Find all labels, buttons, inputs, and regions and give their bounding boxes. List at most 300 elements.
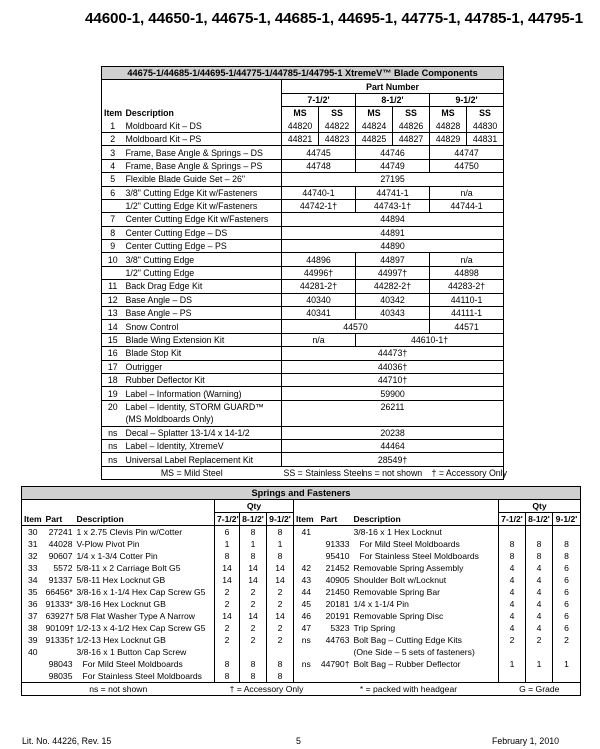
quantity: 14 (240, 562, 267, 574)
item-description: Label – Identity, XtremeV (124, 439, 282, 452)
page-number: 5 (296, 736, 301, 746)
item-description: Bolt Bag – Rubber Deflector (353, 659, 461, 669)
quantity: 4 (526, 610, 553, 622)
part-number: 21450 (325, 587, 350, 597)
item-description: Snow Control (124, 320, 282, 333)
item-number: ns (102, 439, 124, 452)
quantity: 8 (215, 670, 240, 683)
part-number: 44710† (282, 373, 504, 386)
quantity: 8 (553, 550, 581, 562)
item-number: 47 (294, 622, 319, 634)
size-header-9: 9-1/2' (430, 93, 504, 106)
quantity: 4 (499, 562, 526, 574)
part-number: 20191 (325, 611, 350, 621)
part-number: 44282-2† (356, 280, 430, 293)
part-number: 20181 (325, 599, 350, 609)
item-number: 39 (27, 635, 38, 645)
item-description: 3/8" Cutting Edge Kit w/Fasteners (124, 186, 282, 199)
part-number: 44740-1 (282, 186, 356, 199)
item-description: 5/8 Flat Washer Type A Narrow (76, 611, 195, 621)
table-row (22, 634, 581, 646)
legend-grade: G = Grade (499, 683, 581, 696)
part-number: 44749 (356, 159, 430, 172)
quantity: 14 (267, 574, 294, 586)
part-number: 44831 (467, 132, 504, 145)
item-description: Frame, Base Angle & Springs – DS (124, 146, 282, 159)
item-number: 34 (27, 575, 38, 585)
item-number: 46 (294, 610, 319, 622)
item-number: 16 (102, 347, 124, 360)
table-row (102, 173, 504, 186)
item-description: Moldboard Kit – DS (125, 120, 202, 131)
part-number: 59900 (282, 387, 504, 400)
item-description: Back Drag Edge Kit (124, 280, 282, 293)
part-number: 44826 (393, 120, 430, 133)
quantity: 8 (526, 538, 553, 550)
size-header-7: 7-1/2' (282, 93, 356, 106)
item-number: 42 (294, 562, 319, 574)
item-description: Label – Identity, STORM GUARD™ (124, 400, 282, 413)
part-number: 44790† (320, 659, 350, 669)
quantity: 6 (553, 598, 581, 610)
quantity: 8 (240, 526, 267, 539)
part-number: 40905 (325, 575, 350, 585)
quantity (499, 670, 526, 683)
item-description: 1/2" Cutting Edge Kit w/Fasteners (124, 199, 282, 212)
qty-header-right: Qty (499, 500, 581, 513)
part-number (319, 526, 352, 539)
item-description: Flexible Blade Guide Set – 26" (124, 173, 282, 186)
quantity: 1 (553, 658, 581, 670)
item-number: 14 (102, 320, 124, 333)
item-description: Center Cutting Edge – PS (124, 240, 282, 253)
col-item-header: Item (294, 513, 319, 526)
col-description-header: Description (352, 513, 499, 526)
item-description: Decal – Splatter 13-1/4 x 14-1/2 (124, 426, 282, 439)
table-row (102, 453, 504, 466)
quantity (526, 670, 553, 683)
part-number: 44283-2† (430, 280, 504, 293)
part-number: 44823 (319, 132, 356, 145)
item-number: 15 (102, 333, 124, 346)
item-description: Base Angle – PS (124, 307, 282, 320)
item-description: 3/8-16 Hex Locknut GB (76, 599, 166, 609)
ms-header: MS (282, 107, 319, 120)
part-number: n/a (430, 253, 504, 266)
legend-packed-with-headgear: * = packed with headgear (319, 683, 499, 696)
table-row (22, 562, 581, 574)
item-description: 3/8-16 x 1 Button Cap Screw (76, 647, 187, 657)
springs-table-footer (22, 683, 581, 696)
legend-accessory-only: † = Accessory Only (431, 467, 508, 478)
item-number: 41 (294, 526, 319, 539)
part-number: 5572 (53, 563, 73, 573)
item-number (102, 413, 124, 426)
quantity: 2 (240, 622, 267, 634)
part-number: 40341 (282, 307, 356, 320)
item-description: 3/8-16 x 1 Hex Locknut (353, 527, 442, 537)
part-number: 90607 (48, 551, 73, 561)
part-number: 28549† (282, 453, 504, 466)
item-description: 5/8-11 x 2 Carriage Bolt G5 (76, 563, 181, 573)
part-number: 44742-1† (282, 199, 356, 212)
quantity: 8 (267, 670, 294, 683)
col-part-header: Part (319, 513, 352, 526)
part-number: 44111-1 (430, 307, 504, 320)
item-description: 1/4 x 1-1/4 Pin (353, 599, 409, 609)
part-number: 40342 (356, 293, 430, 306)
table-row (102, 253, 504, 266)
item-number (102, 199, 124, 212)
quantity: 2 (267, 622, 294, 634)
quantity: 14 (215, 562, 240, 574)
item-description: 3/8" Cutting Edge (124, 253, 282, 266)
table-row (102, 347, 504, 360)
quantity: 8 (240, 658, 267, 670)
part-number: 44894 (282, 213, 504, 226)
quantity: 8 (267, 550, 294, 562)
table-row (22, 658, 581, 670)
part-number: 20238 (282, 426, 504, 439)
quantity: 2 (215, 598, 240, 610)
qty-header-left: Qty (215, 500, 294, 513)
quantity: 2 (526, 634, 553, 646)
table-row (102, 146, 504, 159)
quantity (267, 646, 294, 658)
part-number: 91333 (325, 539, 350, 549)
part-number (282, 413, 504, 426)
legend-not-shown: ns = not shown (356, 466, 430, 479)
table-row (102, 199, 504, 212)
quantity: 6 (553, 610, 581, 622)
quantity (553, 526, 581, 539)
item-number: 17 (102, 360, 124, 373)
part-number: n/a (430, 186, 504, 199)
item-description: Outrigger (124, 360, 282, 373)
part-number: 27241 (48, 527, 73, 537)
blade-table-footer (102, 466, 504, 479)
col-item-header: Item (22, 513, 44, 526)
item-number (22, 658, 44, 670)
quantity: 2 (553, 634, 581, 646)
item-description: For Mild Steel Moldboards (359, 539, 460, 549)
part-number: 44570 (282, 320, 430, 333)
table-row (102, 413, 504, 426)
part-number: 44747 (430, 146, 504, 159)
item-description: For Stainless Steel Moldboards (359, 551, 479, 561)
table-row (22, 586, 581, 598)
item-description: Removable Spring Disc (353, 611, 444, 621)
quantity: 1 (267, 538, 294, 550)
table-row (102, 240, 504, 253)
springs-fasteners-table (21, 486, 581, 696)
quantity: 8 (267, 526, 294, 539)
table-row (102, 387, 504, 400)
quantity: 8 (499, 538, 526, 550)
part-number: 44464 (282, 439, 504, 452)
quantity: 8 (553, 538, 581, 550)
quantity (553, 670, 581, 683)
table-row (102, 373, 504, 386)
publication-date: February 1, 2010 (492, 736, 559, 746)
part-number: 44610-1† (356, 333, 504, 346)
quantity (499, 526, 526, 539)
quantity: 2 (267, 598, 294, 610)
part-number: 44822 (319, 120, 356, 133)
quantity: 8 (215, 658, 240, 670)
part-number: 44281-2† (282, 280, 356, 293)
part-number: 44827 (393, 132, 430, 145)
part-number: 44898 (430, 266, 504, 279)
item-number: 18 (102, 373, 124, 386)
quantity: 1 (526, 658, 553, 670)
legend-not-shown: ns = not shown (22, 683, 215, 696)
part-number: 95410 (325, 551, 350, 561)
quantity: 2 (267, 586, 294, 598)
quantity: 4 (526, 622, 553, 634)
quantity: 2 (215, 634, 240, 646)
quantity: 2 (240, 586, 267, 598)
item-description: (MS Moldboards Only) (125, 414, 214, 425)
item-description: V-Plow Pivot Pin (76, 539, 140, 549)
quantity: 14 (240, 610, 267, 622)
part-number: 44746 (356, 146, 430, 159)
item-description: 5/8-11 Hex Locknut GB (76, 575, 166, 585)
part-number: 66456* (45, 587, 73, 597)
item-description: Label – Information (Warning) (124, 387, 282, 400)
quantity: 1 (240, 538, 267, 550)
quantity: 6 (215, 526, 240, 539)
item-number (294, 550, 319, 562)
part-number: 98043 (48, 659, 73, 669)
quantity: 8 (215, 550, 240, 562)
table-row (22, 670, 581, 683)
item-description: 1 x 2.75 Clevis Pin w/Cotter (76, 527, 183, 537)
quantity: 4 (526, 562, 553, 574)
item-description: Rubber Deflector Kit (124, 373, 282, 386)
qty-size-7: 7-1/2' (215, 513, 240, 526)
quantity: 6 (553, 586, 581, 598)
item-description: Center Cutting Edge Kit w/Fasteners (124, 213, 282, 226)
table-row (102, 360, 504, 373)
table-row (102, 439, 504, 452)
item-number: 32 (27, 551, 38, 561)
part-number: 44473† (282, 347, 504, 360)
blade-table-title: 44675-1/44685-1/44695-1/44775-1/44785-1/44795-1 XtremeV™ Blade Components (102, 67, 504, 80)
item-number: ns (102, 453, 124, 466)
item-number: ns (294, 634, 319, 646)
qty-size-8: 8-1/2' (240, 513, 267, 526)
springs-table-title: Springs and Fasteners (22, 487, 581, 500)
item-number: 20 (102, 400, 124, 413)
quantity: 2 (215, 586, 240, 598)
item-description: 1/2-13 Hex Locknut GB (76, 635, 166, 645)
part-number: 44824 (356, 120, 393, 133)
quantity: 14 (267, 562, 294, 574)
item-description: Moldboard Kit – PS (124, 132, 282, 145)
quantity: 1 (215, 538, 240, 550)
part-number-header: Part Number (282, 80, 504, 93)
part-number: 44571 (430, 320, 504, 333)
qty-size-8: 8-1/2' (526, 513, 553, 526)
item-number: 38 (27, 623, 38, 633)
item-number (22, 670, 44, 683)
table-row (22, 526, 581, 539)
part-number: 90109† (45, 623, 75, 633)
part-number: 44897 (356, 253, 430, 266)
page-header-title: 44600-1, 44650-1, 44675-1, 44685-1, 44695-1, 44775-1, 44785-1, 44795-1 (85, 10, 583, 27)
item-number: 19 (102, 387, 124, 400)
quantity: 4 (526, 574, 553, 586)
lit-number: Lit. No. 44226, Rev. 15 (22, 736, 112, 746)
item-description: 1/2-13 x 4-1/2 Hex Cap Screw G5 (76, 623, 206, 633)
table-row (102, 120, 504, 133)
quantity (526, 646, 553, 658)
quantity: 4 (499, 574, 526, 586)
item-number: 43 (294, 574, 319, 586)
quantity: 4 (526, 598, 553, 610)
quantity: 8 (526, 550, 553, 562)
item-description: Center Cutting Edge – DS (124, 226, 282, 239)
item-description: 1/4 x 1-3/4 Cotter Pin (76, 551, 158, 561)
part-number: 44825 (356, 132, 393, 145)
item-number: 44 (294, 586, 319, 598)
part-number: 44821 (282, 132, 319, 145)
table-row (102, 320, 504, 333)
table-row (22, 550, 581, 562)
col-description-header: Description (75, 513, 215, 526)
item-number: 10 (102, 253, 124, 266)
quantity: 8 (267, 658, 294, 670)
table-row (22, 598, 581, 610)
part-number: 26211 (282, 400, 504, 413)
legend-mild-steel: MS = Mild Steel (102, 466, 282, 479)
part-number: 44744-1 (430, 199, 504, 212)
table-row (102, 213, 504, 226)
item-number: 1 (110, 120, 116, 131)
item-description: For Mild Steel Moldboards (82, 659, 183, 669)
quantity: 8 (499, 550, 526, 562)
item-number: 13 (102, 307, 124, 320)
table-row (102, 266, 504, 279)
quantity: 2 (215, 622, 240, 634)
quantity: 2 (267, 634, 294, 646)
item-number: 35 (27, 587, 38, 597)
quantity: 4 (499, 598, 526, 610)
item-number: 2 (102, 132, 124, 145)
part-number: 63927† (45, 611, 75, 621)
quantity: 2 (240, 634, 267, 646)
part-number: 91333* (45, 599, 73, 609)
part-number: 44763 (325, 635, 350, 645)
item-description: Frame, Base Angle & Springs – PS (124, 159, 282, 172)
quantity: 2 (240, 598, 267, 610)
quantity: 4 (499, 622, 526, 634)
item-number: 8 (102, 226, 124, 239)
item-description: Shoulder Bolt w/Locknut (353, 575, 447, 585)
item-description: (One Side – 5 sets of fasteners) (353, 647, 475, 657)
table-row (102, 333, 504, 346)
quantity: 1 (499, 658, 526, 670)
item-number (102, 266, 124, 279)
table-row (102, 132, 504, 145)
part-number: 40340 (282, 293, 356, 306)
quantity (526, 526, 553, 539)
qty-size-7: 7-1/2' (499, 513, 526, 526)
part-number: 44750 (430, 159, 504, 172)
size-header-8: 8-1/2' (356, 93, 430, 106)
col-part-header: Part (44, 513, 75, 526)
ms-header: MS (356, 107, 393, 120)
quantity: 4 (499, 586, 526, 598)
quantity (215, 646, 240, 658)
part-number: 44890 (282, 240, 504, 253)
item-number: 31 (27, 539, 38, 549)
item-description: 1/2" Cutting Edge (124, 266, 282, 279)
item-number: 4 (102, 159, 124, 172)
item-number: 37 (27, 611, 38, 621)
part-number: 27195 (282, 173, 504, 186)
part-number: 5323 (330, 623, 350, 633)
item-description: Blade Wing Extension Kit (124, 333, 282, 346)
part-number: n/a (282, 333, 356, 346)
part-number: 91337 (48, 575, 73, 585)
part-number: 21452 (325, 563, 350, 573)
part-number (319, 646, 352, 658)
col-description-header: Description (125, 108, 174, 119)
quantity: 14 (267, 610, 294, 622)
item-description: Bolt Bag – Cutting Edge Kits (353, 635, 462, 645)
part-number: 44743-1† (356, 199, 430, 212)
quantity (240, 646, 267, 658)
quantity: 6 (553, 574, 581, 586)
quantity: 4 (526, 586, 553, 598)
quantity (499, 646, 526, 658)
table-row (22, 538, 581, 550)
item-number: 3 (102, 146, 124, 159)
part-number: 44748 (282, 159, 356, 172)
quantity: 14 (215, 574, 240, 586)
part-number: 44820 (282, 120, 319, 133)
qty-size-9: 9-1/2' (553, 513, 581, 526)
qty-size-9: 9-1/2' (267, 513, 294, 526)
item-description: Removable Spring Bar (353, 587, 440, 597)
item-number: 36 (27, 599, 38, 609)
item-description: Trip Spring (353, 623, 396, 633)
part-number: 44829 (430, 132, 467, 145)
part-number: 98035 (48, 671, 73, 681)
item-number: ns (102, 426, 124, 439)
legend-accessory-only: † = Accessory Only (215, 683, 319, 696)
item-number: 45 (294, 598, 319, 610)
ms-header: MS (430, 107, 467, 120)
part-number (319, 670, 352, 683)
ss-header: SS (467, 107, 504, 120)
blade-components-table (101, 66, 508, 480)
item-number: 30 (27, 527, 38, 537)
part-number: 44036† (282, 360, 504, 373)
item-description: 3/8-16 x 1-1/4 Hex Cap Screw G5 (76, 587, 206, 597)
item-number: 5 (102, 173, 124, 186)
quantity: 8 (240, 670, 267, 683)
item-description: Removable Spring Assembly (353, 563, 464, 573)
item-description: For Stainless Steel Moldboards (82, 671, 202, 681)
part-number: 44745 (282, 146, 356, 159)
quantity: 6 (553, 562, 581, 574)
part-number: 44891 (282, 226, 504, 239)
table-row (102, 280, 504, 293)
part-number (44, 646, 75, 658)
